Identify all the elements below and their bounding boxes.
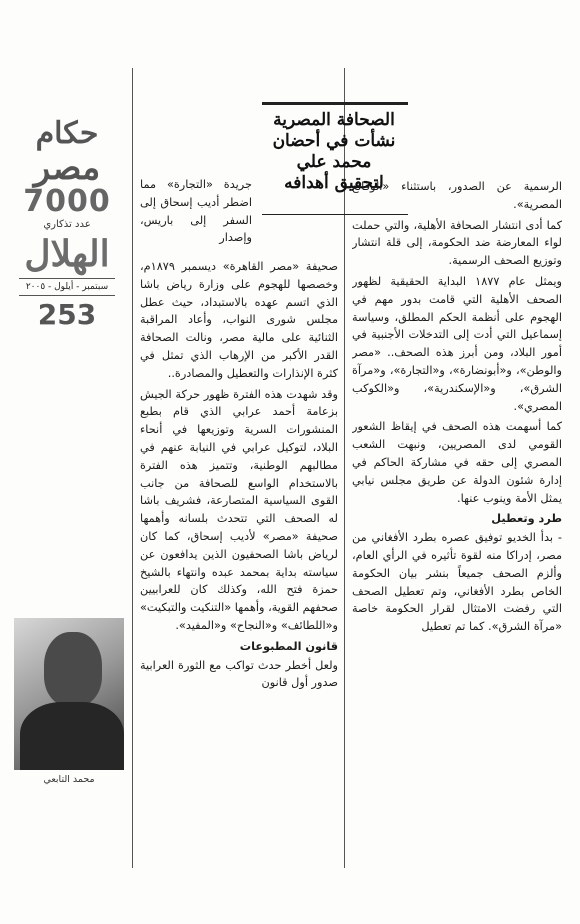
subheading: طرد وتعطيل (491, 512, 562, 526)
logo-word-egypt: مصر (33, 148, 101, 188)
portrait-photo (14, 618, 124, 770)
headline-line: محمد علي (296, 152, 372, 172)
logo-word-rulers: حكام (35, 118, 99, 151)
page-number: 253 (37, 298, 97, 331)
paragraph: الرسمية عن الصدور، باستثناء «الوقائع المصرية». (352, 180, 562, 211)
headline-top-rule (262, 102, 408, 105)
paragraph: جريدة «التجارة» مما اضطر أديب إسحاق إلى السفر إلى باريس، وإصدار (140, 178, 252, 245)
subheading: قانون المطبوعات (239, 639, 338, 653)
logo-subtitle: عدد تذكاري (43, 219, 91, 230)
photo-caption: محمد التابعي (43, 774, 95, 785)
sidebar-divider (19, 278, 115, 279)
paragraph: كما أسهمت هذه الصحف في إيقاظ الشعور القومي لدى المصريين، ونبهت الشعب المصري إلى حقه في مشاركة الحاكم في إدارة شئون الدولة عن طريق مجلس نيابي يمثل الأمة وينوب عنها. (352, 420, 562, 505)
issue-date: سبتمبر - أيلول - ٢٠٠٥ (25, 282, 109, 292)
sidebar-divider (19, 295, 115, 296)
paragraph: ولعل أخطر حدث تواكب مع الثورة العرابية صدور أول قانون (140, 658, 338, 690)
column-rule-left (132, 68, 133, 868)
paragraph: كما أدى انتشار الصحافة الأهلية، والتي حملت لواء المعارضة ضد الحكومة، إلى قلة انتشار وتوزيع الصحف الرسمية. (352, 218, 562, 268)
paragraph: وقد شهدت هذه الفترة ظهور حركة الجيش بزعامة أحمد عرابي الذي قام بطبع المنشورات السرية وتوزيعها في أنحاء البلاد، لتوكيل عرابي في النيابة عنهم في مطالبهم الوطنية، وتتميز هذه الفترة بالاستخدام الواسع للصحافة من جانب القوى السياسية المتصارعة، فشريف باشا له الصحف التي تتحدث بلسانه وأهمها صحيفة «مصر» لأديب إسحاق، كما كان لرياض باشا الصحفيون الذين يدافعون عن سياسته بداية بمحمد عبده وانتهاء بالشيخ حمزة فتح الله، وكذلك كان للعرابيين صحفهم القوية، وأهمها «التنكيت والتبكيت» و«اللطائف» و«النجاح» و«المفيد». (140, 387, 338, 632)
paragraph: ويمثل عام ١٨٧٧ البداية الحقيقية لظهور الصحف الأهلية التي قامت بدور مهم في الهجوم على أنظمة الحكم المطلق، وسياسة إسماعيل التي أدت إلى التدخلات الأجنبية في أمور البلاد، ومن أبرز هذه الصحف.. «مصر والوطن»، و«أبونضارة»، و«التجارة»، و«مرآة الشرق»، و«الإسكندرية»، و«الكوكب المصري». (352, 274, 562, 413)
article-column-left-top (140, 176, 252, 256)
portrait-body-shape (20, 702, 124, 770)
magazine-name: الهلال (24, 233, 110, 275)
portrait-head-shape (44, 632, 102, 706)
headline-line: نشأت في أحضان (272, 131, 396, 151)
logo-number: 7000 (23, 184, 111, 219)
headline-line: لتحقيق أهدافه (284, 173, 384, 193)
headline-line: الصحافة المصرية (273, 110, 395, 130)
paragraph: - بدأ الخديو توفيق عصره بطرد الأفغاني من مصر، إدراكا منه لقوة تأثيره في الرأي العام، وألزم الصحف جميعاً بنشر بيان الحكومة الخاص بطرد الأفغاني، وتم تعطيل الصحف التي رفضت الامتثال لقرار الحكومة خاصة «مرآة الشرق». كما تم تعطيل (352, 531, 562, 634)
magazine-logo-block (8, 118, 126, 358)
article-column-right (352, 178, 562, 798)
article-column-left (140, 258, 338, 798)
paragraph: صحيفة «مصر القاهرة» ديسمبر ١٨٧٩م، وخصصها للهجوم على وزارة رياض باشا الذي اتسم عهده بالاستبداد، حيث عطل مجلس شورى النواب، وأعاد المراقبة الثنائية على مالية مصر، ونالت الصحافة القدر الأكبر من الإرهاب الذي تمثل في كثرة الإنذارات والتعطيل والمصادرة.. (140, 260, 338, 380)
